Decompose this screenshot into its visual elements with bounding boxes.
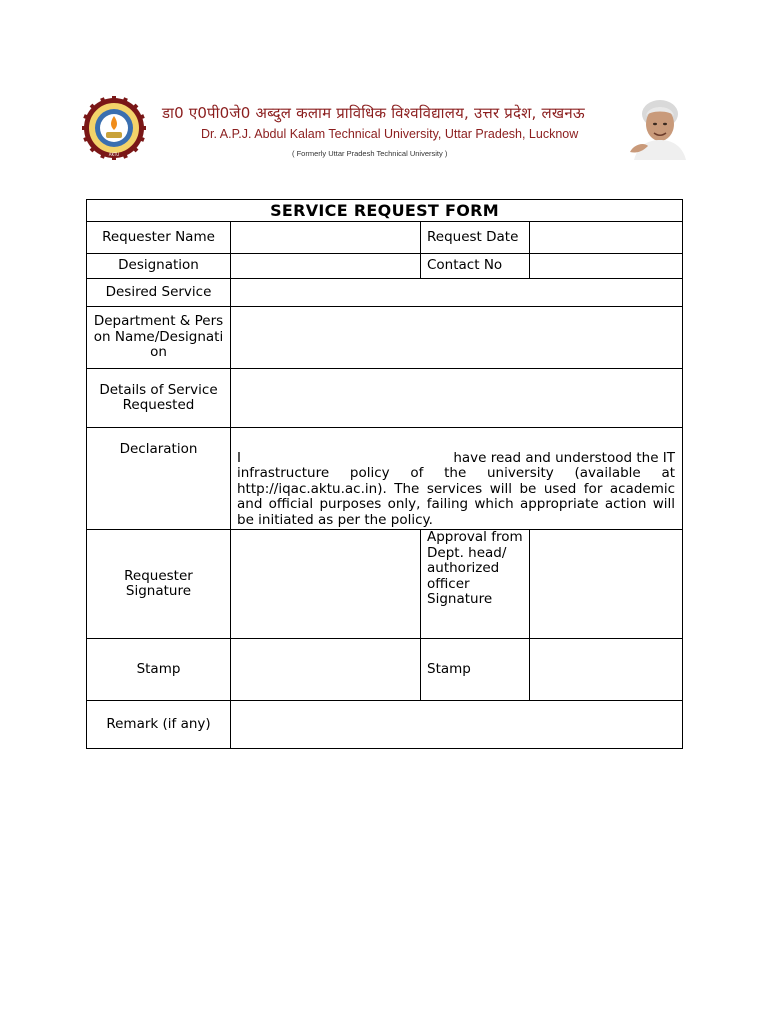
stamp-field-approver[interactable] xyxy=(530,639,683,701)
designation-field[interactable] xyxy=(231,254,421,279)
requester-signature-field[interactable] xyxy=(231,530,421,639)
desired-service-label: Desired Service xyxy=(87,279,231,307)
designation-label: Designation xyxy=(87,254,231,279)
declaration-first-line: have read and understood the IT xyxy=(453,449,676,466)
declaration-text xyxy=(231,428,683,530)
svg-text:AKTU: AKTU xyxy=(108,152,120,157)
university-name-english: Dr. A.P.J. Abdul Kalam Technical University, Uttar Pradesh, Lucknow xyxy=(201,127,579,141)
service-request-form xyxy=(86,199,683,749)
university-name-hindi: डा0 ए0पी0जे0 अब्दुल कलाम प्राविधिक विश्वविद्यालय, उत्तर प्रदेश, लखनऊ xyxy=(162,104,585,122)
department-person-field[interactable] xyxy=(231,307,683,369)
approval-signature-field[interactable] xyxy=(530,530,683,639)
requester-name-label: Requester Name xyxy=(87,222,231,254)
declaration-body: infrastructure policy of the university (available at http://iqac.aktu.ac.in). The services will be used for academic and official purposes only, failing which appropriate action will be initiated as per the policy. xyxy=(237,465,676,528)
university-seal-icon xyxy=(82,96,146,160)
form-title: SERVICE REQUEST FORM xyxy=(87,200,683,222)
portrait-icon xyxy=(624,92,692,160)
service-details-field[interactable] xyxy=(231,369,683,428)
remark-field[interactable] xyxy=(231,701,683,749)
declaration-start: I xyxy=(237,449,241,466)
stamp-field-requester[interactable] xyxy=(231,639,421,701)
letterhead xyxy=(80,92,692,164)
approval-signature-label: Approval from Dept. head/ authorized officer Signature xyxy=(421,530,530,639)
request-date-field[interactable] xyxy=(530,222,683,254)
contact-no-label: Contact No xyxy=(421,254,530,279)
declaration-name-blank[interactable] xyxy=(241,451,453,467)
service-details-label: Details of Service Requested xyxy=(87,369,231,428)
desired-service-field[interactable] xyxy=(231,279,683,307)
department-person-label: Department & Person Name/Designation xyxy=(87,307,231,369)
formerly-name: ( Formerly Uttar Pradesh Technical University ) xyxy=(292,149,448,158)
remark-label: Remark (if any) xyxy=(87,701,231,749)
stamp-label-approver: Stamp xyxy=(421,639,530,701)
requester-name-field[interactable] xyxy=(231,222,421,254)
declaration-label: Declaration xyxy=(87,428,231,530)
requester-signature-label: Requester Signature xyxy=(87,530,231,639)
stamp-label-requester: Stamp xyxy=(87,639,231,701)
contact-no-field[interactable] xyxy=(530,254,683,279)
request-date-label: Request Date xyxy=(421,222,530,254)
